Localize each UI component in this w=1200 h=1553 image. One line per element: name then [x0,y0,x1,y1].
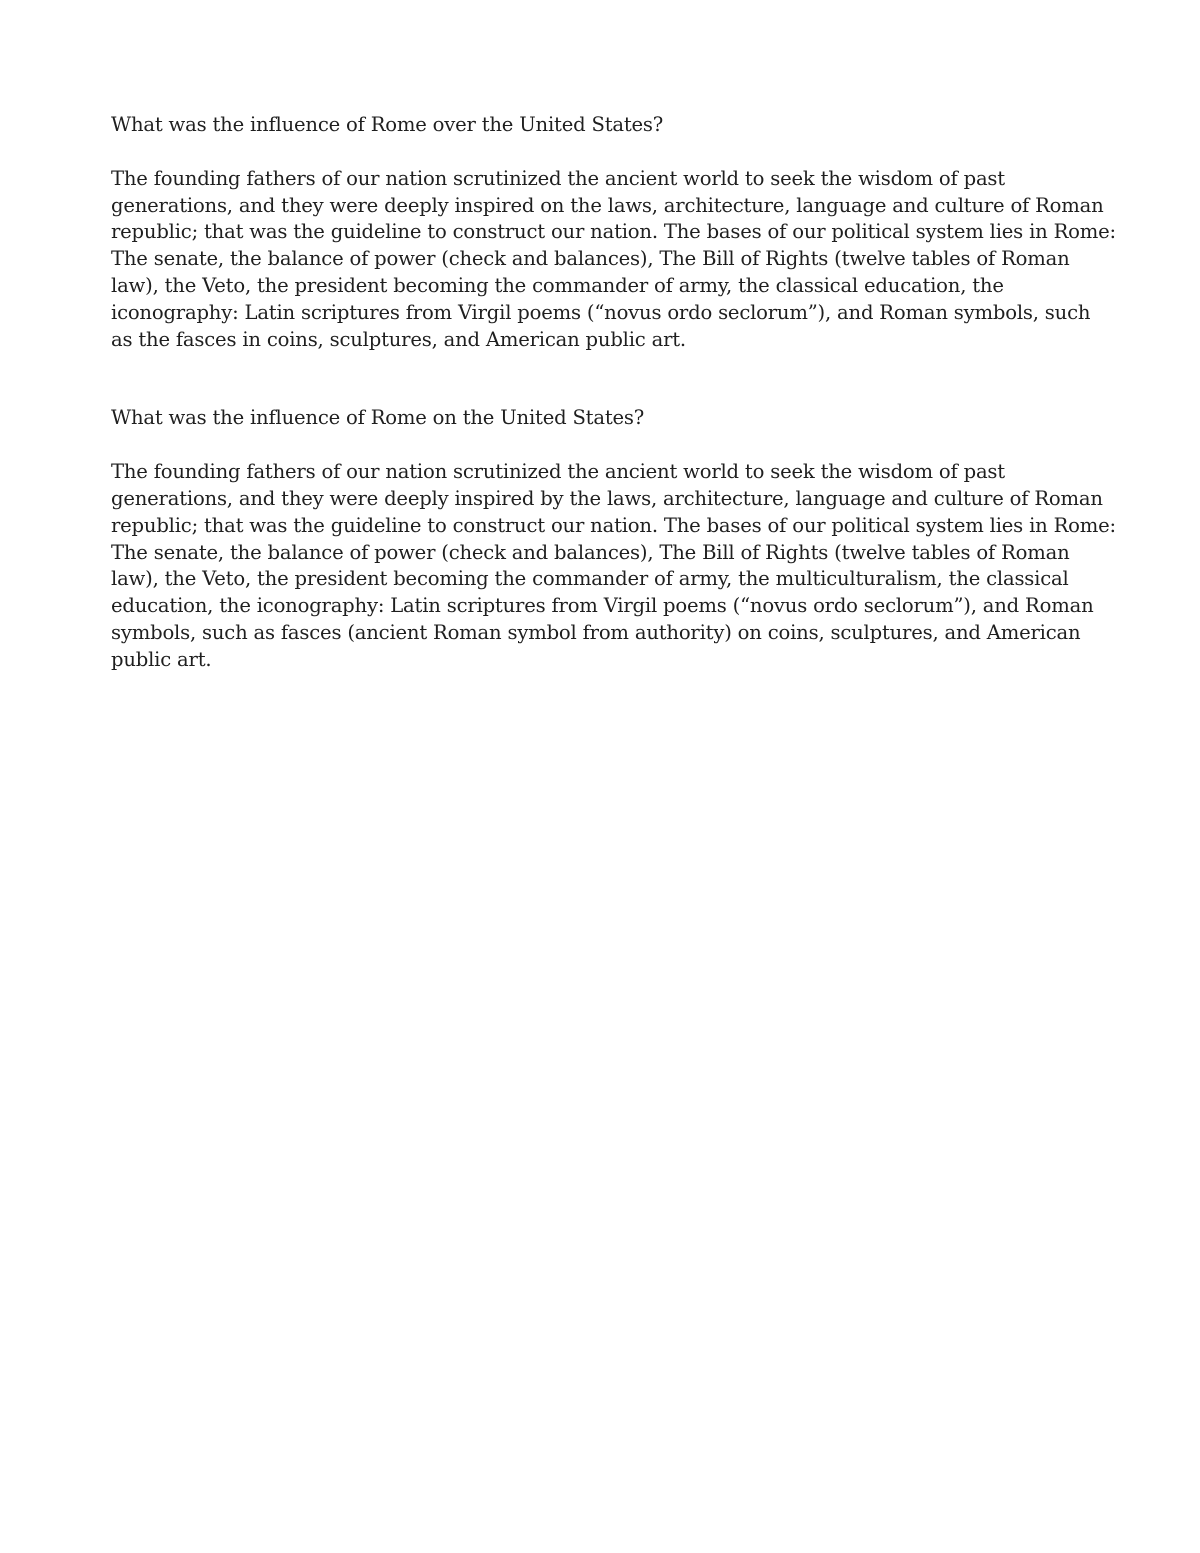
section-original [111,112,1116,353]
answer-line: symbols, such as fasces (ancient Roman symbol from authority) on coins, sculptures, and American [111,620,1081,644]
answer-line: generations, and they were deeply inspired on the laws, architecture, language and culture of Roman [111,193,1104,217]
answer-line: republic; that was the guideline to construct our nation. The bases of our political system lies in Rome: [111,220,1116,244]
answer-line: The founding fathers of our nation scrutinized the ancient world to seek the wisdom of past [111,166,1005,190]
answer-line: iconography: Latin scriptures from Virgil poems (“novus ordo seclorum”), and Roman symbols, such [111,300,1091,324]
answer-line: law), the Veto, the president becoming the commander of army, the multiculturalism, the classical [111,567,1069,591]
answer-line: education, the iconography: Latin scriptures from Virgil poems (“novus ordo seclorum”), and Roman [111,594,1094,618]
answer-line: law), the Veto, the president becoming the commander of army, the classical education, the [111,273,1004,297]
answer-line: The founding fathers of our nation scrutinized the ancient world to seek the wisdom of past [111,460,1005,484]
answer-line: public art. [111,647,212,671]
answer-line: The senate, the balance of power (check and balances), The Bill of Rights (twelve tables of Roman [111,540,1070,564]
answer-paragraph [111,166,1116,354]
answer-line: generations, and they were deeply inspired by the laws, architecture, language and culture of Roman [111,486,1103,510]
section-revised [111,405,1116,673]
document-body [111,112,1116,674]
answer-paragraph [111,459,1116,673]
question-heading: What was the influence of Rome over the United States? [111,113,664,136]
answer-line: as the fasces in coins, sculptures, and American public art. [111,327,686,351]
answer-line: republic; that was the guideline to construct our nation. The bases of our political system lies in Rome: [111,513,1116,537]
answer-line: The senate, the balance of power (check and balances), The Bill of Rights (twelve tables of Roman [111,247,1070,271]
question-heading: What was the influence of Rome on the United States? [111,406,645,430]
